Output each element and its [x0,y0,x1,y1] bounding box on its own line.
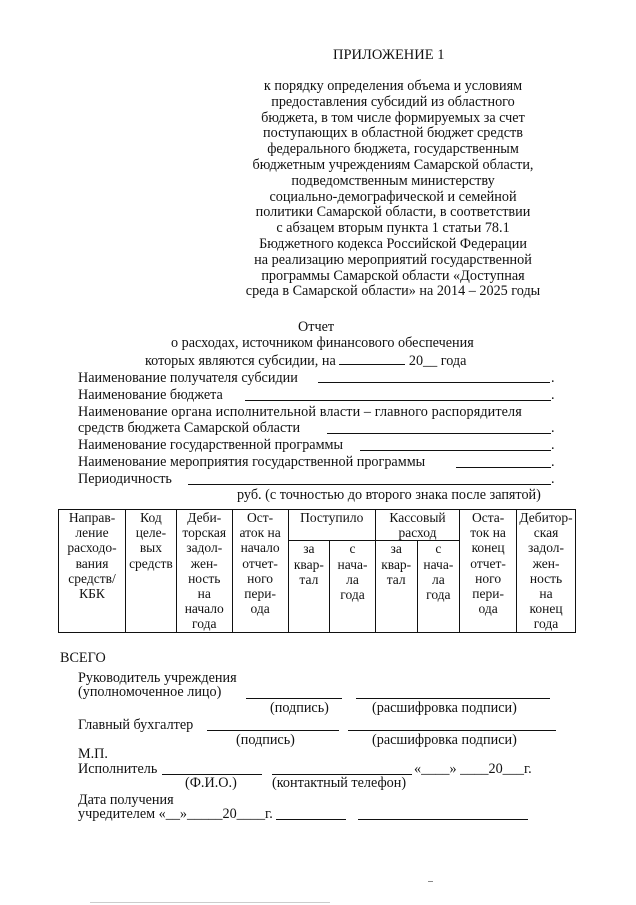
report-year-label: 20__ года [408,353,467,369]
executor-phone-caption: (контактный телефон) [272,775,407,791]
appendix-line: бюджетным учреждениям Самарской области, [252,156,534,173]
cell-line: расход [398,525,437,541]
accountant-signature-line [207,730,339,731]
appendix-line: программы Самарской области «Доступная [261,267,525,284]
field-program-dot: . [551,437,555,453]
cell-line: года [340,587,365,603]
cell-line: с [435,541,442,557]
cell-line: Направ- [68,510,116,525]
head-decoding-caption: (расшифровка подписи) [372,700,517,716]
col-code [126,510,177,633]
cell-line: Кассовый [389,510,446,525]
field-authority-label-1: Наименование органа исполнительной власти – главного распорядителя [78,404,522,420]
appendix-line: политики Самарской области, в соответствии [255,204,531,221]
col-received [288,510,375,541]
col-received-label: Поступило [300,510,364,525]
cell-line: ность [529,570,563,586]
field-event-dot: . [551,454,555,470]
cell-line: Дебитор- [519,510,573,525]
cell-line: Ост- [247,510,274,525]
field-recipient-dot: . [551,370,555,386]
cell-line: за [390,541,402,557]
field-authority-line [327,433,551,434]
cell-line: года [533,616,559,632]
head-label-2: (уполномоченное лицо) [78,684,222,700]
col-received-year [330,541,376,633]
col-cash-quarter [375,541,417,633]
appendix-description [228,79,558,300]
cell-line: на [197,586,211,602]
cell-line: ская [533,525,559,541]
cell-line: на [539,586,553,602]
field-periodicity-line [188,484,551,485]
cell-line: пери- [472,586,504,602]
col-received-quarter [288,541,330,633]
report-title: Отчет [298,319,335,335]
appendix-line: с абзацем вторым пункта 1 статьи 78.1 [276,220,510,237]
field-budget-line [245,400,551,401]
received-extra-line-1 [276,819,346,820]
field-periodicity-label: Периодичность [78,471,172,487]
cell-line: Деби- [187,510,222,525]
cell-line: задол- [528,540,565,556]
cell-line: ление [75,525,109,541]
scan-mark [428,881,433,882]
executor-label: Исполнитель [78,761,158,777]
col-debt-start [176,510,232,633]
col-debt-end [517,510,576,633]
cell-line: ность [188,570,221,586]
cell-line: задол- [186,540,223,556]
cell-line: КБК [79,586,105,602]
cell-line: тал [299,571,319,587]
cell-line: расходо- [67,540,117,556]
col-balance-end [460,510,517,633]
accountant-decoding-caption: (расшифровка подписи) [372,732,517,748]
scan-mark-bottom [90,902,330,903]
head-decoding-line [356,698,550,699]
appendix-line: к порядку определения объема и условиям [263,78,523,94]
units-note: руб. (с точностью до второго знака после запятой) [237,487,541,503]
cell-line: ного [475,570,502,586]
cell-line: аток на [239,525,281,541]
cell-line: вания [75,555,109,571]
head-label-1: Руководитель учреждения [78,670,237,686]
cell-line: конец [471,540,505,556]
cell-line: вых [139,540,163,556]
field-budget-label: Наименование бюджета [78,387,223,403]
cell-line: квар- [381,556,412,572]
cell-line: жен- [532,555,560,571]
appendix-line: подведомственным министерству [291,172,495,189]
cell-line: торская [182,525,227,541]
received-extra-line-2 [358,819,528,820]
field-authority-dot: . [551,420,555,436]
cell-line: ода [478,601,498,617]
appendix-title: ПРИЛОЖЕНИЕ 1 [333,47,445,63]
cell-line: начало [240,540,280,556]
cell-line: целе- [135,525,167,541]
report-subtitle-1: о расходах, источником финансового обеспечения [171,335,474,351]
col-direction [59,510,126,633]
field-recipient-line [318,382,550,383]
cell-line: квар- [293,556,324,572]
cell-line: конец [529,601,563,617]
accountant-label: Главный бухгалтер [78,717,194,733]
cell-line: средств [129,555,173,571]
appendix-line: на реализацию мероприятий государственной [254,251,532,268]
cell-line: ла [431,571,445,587]
col-balance-start [232,510,288,633]
appendix-line: предоставления субсидий из областного [271,93,515,110]
cell-line: с [349,541,356,557]
field-recipient-label: Наименование получателя субсидии [78,370,298,386]
appendix-line: среда в Самарской области» на 2014 – 2025 годы [245,283,541,300]
cell-line: Оста- [471,510,505,525]
cell-line: ток на [470,525,506,541]
report-table [58,509,576,633]
field-budget-dot: . [551,387,555,403]
stamp-label: М.П. [78,746,108,762]
appendix-line: Бюджетного кодекса Российской Федерации [259,235,527,252]
cell-line: года [426,587,451,603]
head-signature-caption: (подпись) [270,700,329,716]
appendix-line: социально-демографической и семейной [269,188,517,205]
total-label: ВСЕГО [60,650,106,666]
field-program-label: Наименование государственной программы [78,437,344,453]
cell-line: года [192,616,217,632]
cell-line: нача- [423,556,454,572]
executor-fio-caption: (Ф.И.О.) [185,775,237,791]
field-event-line [456,467,551,468]
cell-line: начало [184,601,224,617]
report-date-blank [339,351,405,365]
field-authority-label-2: средств бюджета Самарской области [78,420,301,436]
report-subtitle-2 [145,351,466,369]
col-cash [375,510,459,541]
cell-line: Код [140,510,162,525]
executor-date: «____» ____20___г. [414,761,532,777]
cell-line: ла [346,571,359,587]
appendix-line: поступающих в областной бюджет средств [263,125,523,142]
cell-line: ного [247,570,274,586]
field-event-label: Наименование мероприятия государственной программы [78,454,426,470]
appendix-line: федерального бюджета, государственным [267,141,519,158]
accountant-decoding-line [348,730,556,731]
cell-line: тал [386,571,406,587]
cell-line: средств/ [68,570,116,586]
cell-line: за [303,541,315,557]
cell-line: пери- [244,586,276,602]
cell-line: нача- [337,556,368,572]
accountant-signature-caption: (подпись) [236,732,295,748]
head-signature-line [246,698,342,699]
cell-line: отчет- [470,555,506,571]
cell-line: жен- [190,555,218,571]
field-periodicity-dot: . [551,471,555,487]
col-cash-year [417,541,460,633]
field-program-line [360,450,551,451]
cell-line: ода [250,601,270,617]
received-label-2: учредителем «__»_____20____г. [78,806,273,822]
appendix-line: бюджета, в том числе формируемых за счет [261,109,525,126]
cell-line: отчет- [242,555,278,571]
received-label-1: Дата получения [78,792,174,808]
report-period-label: которых являются субсидии, на [145,353,336,369]
